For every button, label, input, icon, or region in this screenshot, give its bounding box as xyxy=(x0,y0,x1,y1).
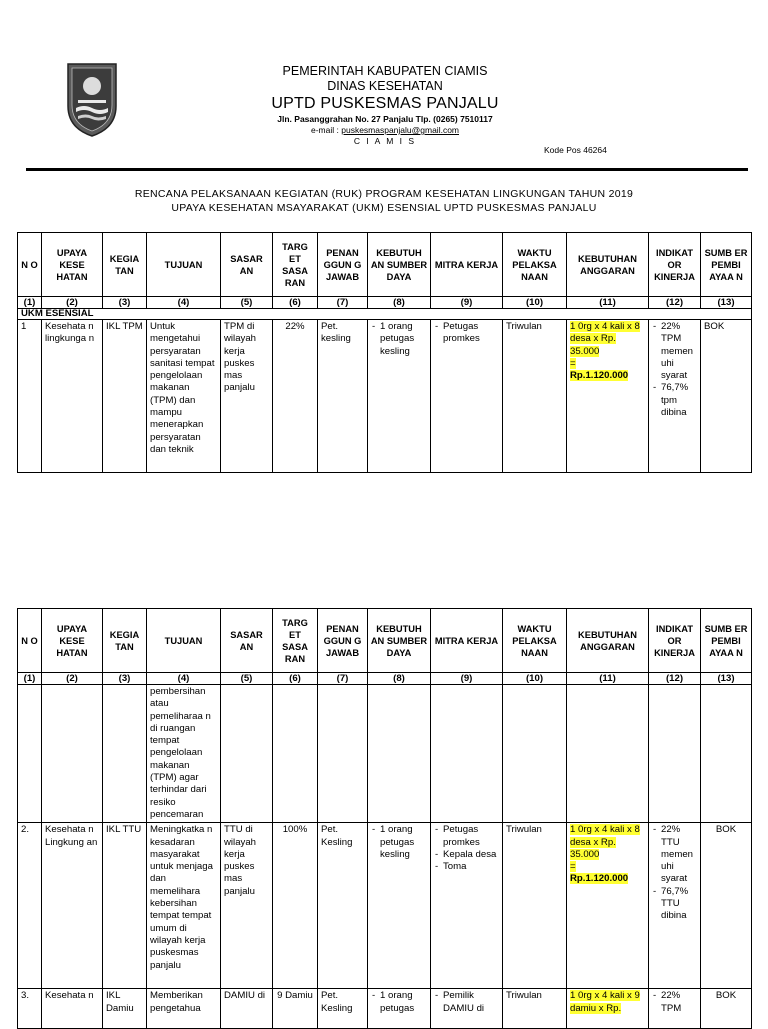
col-number: (1) xyxy=(18,673,42,685)
col-number: (2) xyxy=(42,297,103,309)
anggaran-calc: 1 0rg x 4 kali x 8 desa x Rp. 35.000 xyxy=(570,321,640,357)
header-target: TARG ET SASA RAN xyxy=(273,233,318,297)
letterhead-divider xyxy=(26,168,748,171)
col-number: (9) xyxy=(431,297,503,309)
header-sasaran: SASAR AN xyxy=(221,233,273,297)
letterhead xyxy=(160,64,610,147)
cell-tujuan-continued: pembersihan atau pemeliharaa n di ruangan tempat pengelolaan makanan (TPM) agar terhindar dari resiko pencemaran xyxy=(147,685,221,823)
mitra-item: - Pemilik DAMIU di xyxy=(443,990,499,1015)
cell-upaya: Kesehata n xyxy=(42,989,103,1029)
mitra-item: - Petugas promkes xyxy=(443,824,499,849)
cell-no: 3. xyxy=(18,989,42,1029)
header-indikator: INDIKAT OR KINERJA xyxy=(649,609,701,673)
cell-sumber-daya xyxy=(368,823,431,989)
header-penanggung-jawab: PENAN GGUN G JAWAB xyxy=(318,609,368,673)
sumber-daya-item: - 1 orang petugas kesling xyxy=(380,824,427,861)
letterhead-city: C I A M I S xyxy=(353,136,417,146)
table-row-continuation xyxy=(18,685,752,823)
ruk-table-page1 xyxy=(17,232,752,473)
cell-no: 2. xyxy=(18,823,42,989)
header-anggaran: KEBUTUHAN ANGGARAN xyxy=(567,609,649,673)
header-indikator: INDIKAT OR KINERJA xyxy=(649,233,701,297)
col-number: (4) xyxy=(147,673,221,685)
anggaran-calc: 1 0rg x 4 kali x 8 desa x Rp. 35.000 xyxy=(570,824,640,860)
mitra-item: - Petugas promkes xyxy=(443,321,499,346)
cell-penanggung-jawab: Pet. kesling xyxy=(318,320,368,473)
cell-kegiatan: IKL TPM xyxy=(103,320,147,473)
cell-upaya: Kesehata n lingkunga n xyxy=(42,320,103,473)
anggaran-total: Rp.1.120.000 xyxy=(570,873,629,885)
cell-sasaran: TTU di wilayah kerja puskes mas panjalu xyxy=(221,823,273,989)
letterhead-government: PEMERINTAH KABUPATEN CIAMIS xyxy=(282,64,488,78)
cell-mitra xyxy=(431,823,503,989)
indikator-item: - 76,7% TTU dibina xyxy=(661,886,697,923)
cell-indikator xyxy=(649,989,701,1029)
letterhead-email-line xyxy=(160,125,610,136)
col-number: (8) xyxy=(368,673,431,685)
document-title-line2: UPAYA KESEHATAN MSAYARAKAT (UKM) ESENSIAL UPTD PUSKESMAS PANJALU xyxy=(171,202,597,214)
cell-tujuan: Memberikan pengetahua xyxy=(147,989,221,1029)
col-number: (11) xyxy=(567,673,649,685)
header-tujuan: TUJUAN xyxy=(147,609,221,673)
cell-kegiatan: IKL TTU xyxy=(103,823,147,989)
col-number: (13) xyxy=(701,297,752,309)
cell-sumber: BOK xyxy=(701,989,752,1029)
col-number: (12) xyxy=(649,297,701,309)
cell-sumber: BOK xyxy=(701,823,752,989)
cell-target: 9 Damiu xyxy=(273,989,318,1029)
mitra-item: - Kepala desa xyxy=(443,849,499,861)
postal-code: Kode Pos 46264 xyxy=(544,145,607,155)
cell-indikator xyxy=(649,320,701,473)
indikator-item: - 22% TPM xyxy=(661,990,697,1015)
cell-anggaran xyxy=(567,320,649,473)
col-number: (5) xyxy=(221,297,273,309)
cell-target: 22% xyxy=(273,320,318,473)
cell-sasaran: TPM di wilayah kerja puskes mas panjalu xyxy=(221,320,273,473)
cell-sumber: BOK xyxy=(701,320,752,473)
header-sumber-daya: KEBUTUH AN SUMBER DAYA xyxy=(368,233,431,297)
ciamis-emblem-logo xyxy=(64,58,120,138)
section-row xyxy=(18,309,752,320)
ruk-table-page2 xyxy=(17,608,752,1029)
letterhead-institution: UPTD PUSKESMAS PANJALU xyxy=(271,95,499,112)
col-number: (10) xyxy=(503,673,567,685)
col-number: (7) xyxy=(318,297,368,309)
column-number-row xyxy=(18,297,752,309)
cell-sasaran: DAMIU di xyxy=(221,989,273,1029)
cell-penanggung-jawab: Pet. Kesling xyxy=(318,823,368,989)
mitra-item: - Toma xyxy=(443,861,499,873)
header-waktu: WAKTU PELAKSA NAAN xyxy=(503,609,567,673)
cell-sumber-daya xyxy=(368,320,431,473)
cell-kegiatan: IKL Damiu xyxy=(103,989,147,1029)
anggaran-total: Rp.1.120.000 xyxy=(570,370,629,382)
cell-anggaran xyxy=(567,989,649,1029)
cell-target: 100% xyxy=(273,823,318,989)
header-sasaran: SASAR AN xyxy=(221,609,273,673)
cell-upaya: Kesehata n Lingkung an xyxy=(42,823,103,989)
sumber-daya-item: - 1 orang petugas kesling xyxy=(380,321,427,358)
header-mitra: MITRA KERJA xyxy=(431,609,503,673)
col-number: (3) xyxy=(103,673,147,685)
document-title-line1: RENCANA PELAKSANAAN KEGIATAN (RUK) PROGRAM KESEHATAN LINGKUNGAN TAHUN 2019 xyxy=(134,188,634,200)
col-number: (10) xyxy=(503,297,567,309)
col-number: (5) xyxy=(221,673,273,685)
header-no: N O xyxy=(18,233,42,297)
anggaran-equals: = xyxy=(570,861,576,873)
col-number: (6) xyxy=(273,673,318,685)
header-target: TARG ET SASA RAN xyxy=(273,609,318,673)
col-number: (13) xyxy=(701,673,752,685)
col-number: (7) xyxy=(318,673,368,685)
table-header-row xyxy=(18,233,752,297)
header-kegiatan: KEGIA TAN xyxy=(103,233,147,297)
table-header-row xyxy=(18,609,752,673)
anggaran-equals: = xyxy=(570,357,576,369)
indikator-item: - 76,7% tpm dibina xyxy=(661,382,697,419)
anggaran-calc: 1 0rg x 4 kali x 9 damiu x Rp. xyxy=(570,990,640,1014)
table-row xyxy=(18,823,752,989)
table-row xyxy=(18,320,752,473)
cell-penanggung-jawab: Pet. Kesling xyxy=(318,989,368,1029)
indikator-item: - 22% TPM memen uhi syarat xyxy=(661,321,697,382)
cell-mitra xyxy=(431,989,503,1029)
header-mitra: MITRA KERJA xyxy=(431,233,503,297)
header-sumber-daya: KEBUTUH AN SUMBER DAYA xyxy=(368,609,431,673)
table-row xyxy=(18,989,752,1029)
cell-anggaran xyxy=(567,823,649,989)
cell-waktu: Triwulan xyxy=(503,320,567,473)
cell-indikator xyxy=(649,823,701,989)
cell-waktu: Triwulan xyxy=(503,989,567,1029)
cell-mitra xyxy=(431,320,503,473)
header-sumber-pembiayaan: SUMB ER PEMBI AYAA N xyxy=(701,233,752,297)
cell-tujuan: Untuk mengetahui persyaratan sanitasi tempat pengelolaan makanan (TPM) dan mampu menerapkan persyaratan dan teknik xyxy=(147,320,221,473)
sumber-daya-item: - 1 orang petugas xyxy=(380,990,427,1015)
email-link[interactable]: puskesmaspanjalu@gmail.com xyxy=(341,125,459,135)
cell-sumber-daya xyxy=(368,989,431,1029)
indikator-item: - 22% TTU memen uhi syarat xyxy=(661,824,697,885)
document-title xyxy=(80,187,688,215)
header-anggaran: KEBUTUHAN ANGGARAN xyxy=(567,233,649,297)
letterhead-address: Jln. Pasanggrahan No. 27 Panjalu Tlp. (0265) 7510117 xyxy=(277,114,493,124)
header-waktu: WAKTU PELAKSA NAAN xyxy=(503,233,567,297)
header-kegiatan: KEGIA TAN xyxy=(103,609,147,673)
column-number-row xyxy=(18,673,752,685)
cell-no: 1 xyxy=(18,320,42,473)
header-sumber-pembiayaan: SUMB ER PEMBI AYAA N xyxy=(701,609,752,673)
header-upaya: UPAYA KESE HATAN xyxy=(42,609,103,673)
header-upaya: UPAYA KESE HATAN xyxy=(42,233,103,297)
cell-tujuan: Meningkatka n kesadaran masyarakat untuk menjaga dan memelihara kebersihan tempat tempat umum di wilayah kerja puskesmas panjalu xyxy=(147,823,221,989)
col-number: (2) xyxy=(42,673,103,685)
col-number: (4) xyxy=(147,297,221,309)
section-label: UKM ESENSIAL xyxy=(18,309,752,320)
col-number: (9) xyxy=(431,673,503,685)
email-prefix: e-mail : xyxy=(311,125,342,135)
col-number: (1) xyxy=(18,297,42,309)
col-number: (11) xyxy=(567,297,649,309)
header-tujuan: TUJUAN xyxy=(147,233,221,297)
col-number: (3) xyxy=(103,297,147,309)
letterhead-department: DINAS KESEHATAN xyxy=(327,79,443,93)
header-no: N O xyxy=(18,609,42,673)
col-number: (6) xyxy=(273,297,318,309)
cell-waktu: Triwulan xyxy=(503,823,567,989)
header-penanggung-jawab: PENAN GGUN G JAWAB xyxy=(318,233,368,297)
col-number: (12) xyxy=(649,673,701,685)
col-number: (8) xyxy=(368,297,431,309)
